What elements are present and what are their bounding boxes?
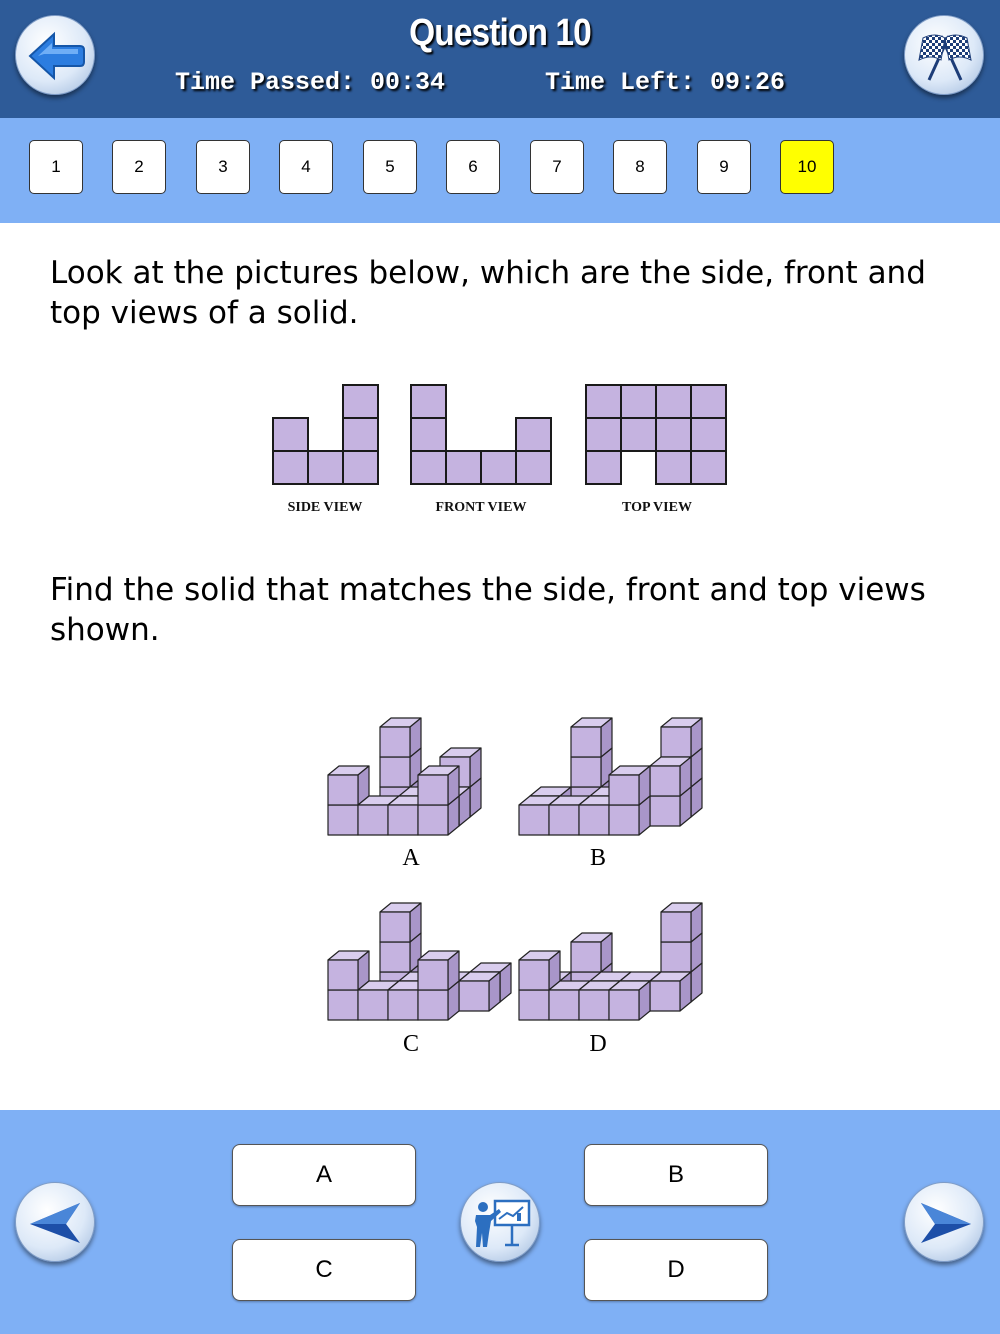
option-label-b: B [589,845,606,871]
checkered-flags-icon [905,16,985,96]
front-view [411,385,551,484]
question-nav-3[interactable]: 3 [196,140,250,194]
answer-button-d[interactable]: D [584,1239,768,1301]
teacher-presentation-icon [461,1183,541,1263]
solid-c [328,903,511,1020]
question-nav-6[interactable]: 6 [446,140,500,194]
header-bar [0,0,1000,118]
explain-button[interactable] [460,1182,540,1262]
side-view-label: SIDE VIEW [287,500,363,515]
next-arrow-icon [905,1183,985,1263]
prev-button[interactable] [15,1182,95,1262]
option-label-c: C [402,1031,419,1057]
time-left: Time Left: 09:26 [545,68,786,97]
answer-button-b[interactable]: B [584,1144,768,1206]
question-nav-10[interactable]: 10 [780,140,834,194]
top-view-label: TOP VIEW [622,500,692,515]
page-title: Question 10 [409,12,591,54]
question-nav-9[interactable]: 9 [697,140,751,194]
question-nav-8[interactable]: 8 [613,140,667,194]
option-label-d: D [589,1031,607,1057]
question-nav-1[interactable]: 1 [29,140,83,194]
answer-button-a[interactable]: A [232,1144,416,1206]
question-nav-2[interactable]: 2 [112,140,166,194]
option-label-a: A [402,845,420,871]
solids-figure [0,705,1000,1045]
solid-b [519,718,702,835]
question-text-1: Look at the pictures below, which are the side, front and top views of a solid. [50,255,926,331]
question-nav-5[interactable]: 5 [363,140,417,194]
question-text-2: Find the solid that matches the side, front and top views shown. [50,572,926,648]
views-figure [0,380,1000,520]
side-view [273,385,378,484]
time-passed: Time Passed: 00:34 [175,68,446,97]
solid-a [328,718,481,835]
answer-button-c[interactable]: C [232,1239,416,1301]
top-view [586,385,726,484]
question-nav-4[interactable]: 4 [279,140,333,194]
finish-button[interactable] [904,15,984,95]
next-button[interactable] [904,1182,984,1262]
solid-d [519,903,702,1020]
question-nav-7[interactable]: 7 [530,140,584,194]
front-view-label: FRONT VIEW [435,500,527,515]
prev-arrow-icon [16,1183,96,1263]
